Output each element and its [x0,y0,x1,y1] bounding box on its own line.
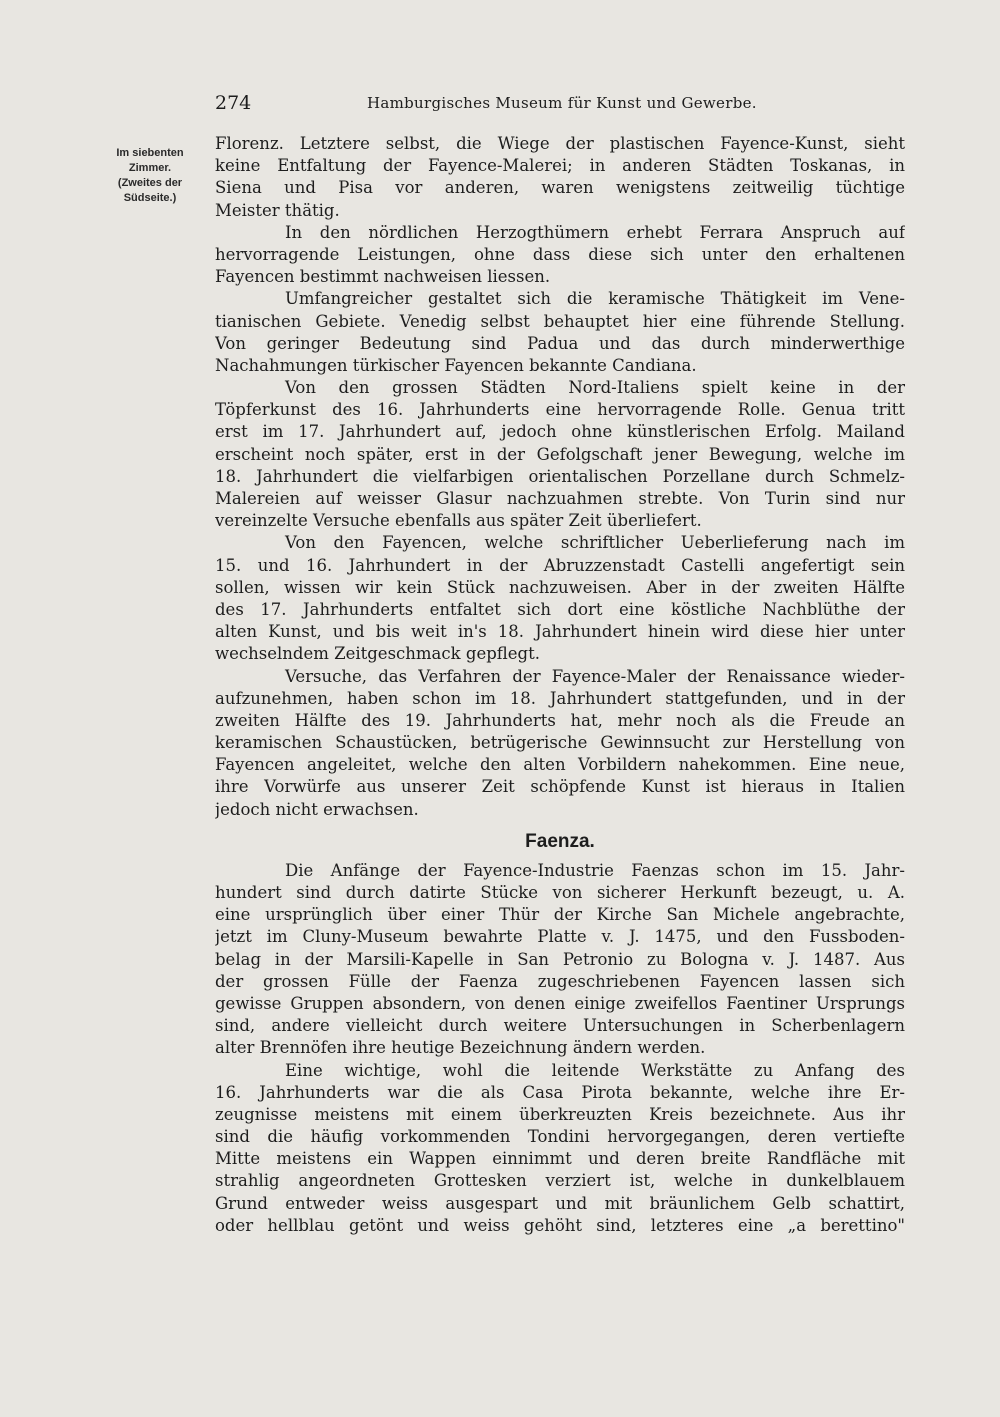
page-header [215,92,905,118]
text-line: In den nördlichen Herzogthümern erhebt Ferrara Anspruch auf [285,222,905,242]
text-line: gewisse Gruppen absondern, von denen einige zweifellos Faentiner Ursprungs [215,993,905,1013]
text-line: Fayencen angeleitet, welche den alten Vorbildern nahekommen. Eine neue, [215,755,905,775]
text-line: jedoch nicht erwachsen. [215,799,419,819]
text-line: keine Entfaltung der Fayence-Malerei; in anderen Städten Toskanas, in [215,156,905,176]
text-line: ihre Vorwürfe aus unserer Zeit schöpfende Kunst ist hieraus in Italien [215,777,905,797]
text-line: Fayencen bestimmt nachweisen liessen. [215,267,551,287]
text-line: zweiten Hälfte des 19. Jahrhunderts hat, mehr noch als die Freude an [215,710,905,730]
text-line: Mitte meistens ein Wappen einnimmt und deren breite Randfläche mit [215,1149,905,1169]
text-line: eine ursprünglich über einer Thür der Kirche San Michele angebrachte, [215,905,905,925]
text-line: sollen, wissen wir kein Stück nachzuweisen. Aber in der zweiten Hälfte [215,577,905,597]
text-line: Die Anfänge der Fayence-Industrie Faenzas schon im 15. Jahr- [285,860,905,880]
text-line: Florenz. Letztere selbst, die Wiege der plastischen Fayence-Kunst, sieht [215,134,905,153]
text-line: tianischen Gebiete. Venedig selbst behauptet hier eine führende Stellung. [215,311,905,331]
page-number: 274 [215,92,252,114]
text-line: oder hellblau getönt und weiss gehöht sind, letzteres eine „a berettino" [215,1215,905,1235]
text-line: Von den grossen Städten Nord-Italiens spielt keine in der [285,378,905,398]
text-block-italy [215,133,905,821]
text-line: Siena und Pisa vor anderen, waren wenigstens zeitweilig tüchtige [215,178,905,198]
text-line: Nachahmungen türkischer Fayencen bekannte Candiana. [215,355,697,375]
text-line: wechselndem Zeitgeschmack gepflegt. [215,644,540,664]
text-line: belag in der Marsili-Kapelle in San Petronio zu Bologna v. J. 1487. Aus [215,949,905,969]
body-text [215,133,905,1237]
text-line: der grossen Fülle der Faenza zugeschriebenen Fayencen lassen sich [215,971,905,991]
text-line: sind, andere vielleicht durch weitere Untersuchungen in Scherbenlagern [215,1016,905,1036]
text-line: 15. und 16. Jahrhundert in der Abruzzenstadt Castelli angefertigt sein [215,555,905,575]
text-line: sind die häufig vorkommenden Tondini hervorgegangen, deren vertiefte [215,1127,905,1147]
text-line: 18. Jahrhundert die vielfarbigen orientalischen Porzellane durch Schmelz- [215,466,905,486]
text-line: strahlig angeordneten Grottesken verziert ist, welche in dunkelblauem [215,1171,905,1191]
text-line: hundert sind durch datirte Stücke von sicherer Herkunft bezeugt, u. A. [215,883,905,902]
text-line: jetzt im Cluny-Museum bewahrte Platte v. J. 1475, und den Fussboden- [215,927,905,947]
margin-note [100,146,200,206]
text-line: Von den Fayencen, welche schriftlicher Ueberlieferung nach im [285,533,905,553]
text-line: zeugnisse meistens mit einem überkreuzten Kreis bezeichnete. Aus ihr [215,1104,905,1124]
text-line: hervorragende Leistungen, ohne dass diese sich unter den erhaltenen [215,244,905,264]
text-line: Malereien auf weisser Glasur nachzuahmen strebte. Von Turin sind nur [215,489,905,508]
text-line: vereinzelte Versuche ebenfalls aus später Zeit überliefert. [215,511,702,531]
text-line: keramischen Schaustücken, betrügerische Gewinnsucht zur Herstellung von [215,733,905,753]
text-line: 16. Jahrhunderts war die als Casa Pirota bekannte, welche ihre Er- [215,1082,905,1102]
text-line: Grund entweder weiss ausgespart und mit bräunlichem Gelb schattirt, [215,1193,905,1213]
text-line: aufzunehmen, haben schon im 18. Jahrhundert stattgefunden, und in der [215,688,905,708]
text-line: Töpferkunst des 16. Jahrhunderts eine hervorragende Rolle. Genua tritt [215,400,905,420]
text-line: erst im 17. Jahrhundert auf, jedoch ohne künstlerischen Erfolg. Mailand [215,422,905,442]
running-title: Hamburgisches Museum für Kunst und Gewerbe. [367,94,757,112]
text-line: Meister thätig. [215,200,340,220]
text-line: des 17. Jahrhunderts entfaltet sich dort eine köstliche Nachblüthe der [215,599,905,619]
margin-note-line: (Zweites der [117,177,183,189]
margin-note-line: Zimmer. [128,162,172,174]
margin-note-line: Südseite.) [123,192,177,204]
text-line: Von geringer Bedeutung sind Padua und das durch minderwerthige [215,333,905,353]
margin-note-line: Im siebenten [116,147,184,159]
text-line: Versuche, das Verfahren der Fayence-Maler der Renaissance wieder- [285,666,905,686]
text-line: alter Brennöfen ihre heutige Bezeichnung ändern werden. [215,1038,706,1058]
text-line: erscheint noch später, erst in der Gefolgschaft jener Bewegung, welche im [215,444,905,464]
text-line: Umfangreicher gestaltet sich die keramische Thätigkeit im Vene- [285,289,905,309]
text-block-faenza [215,860,905,1237]
section-heading: Faenza. [525,830,595,852]
text-line: Eine wichtige, wohl die leitende Werkstätte zu Anfang des [285,1060,905,1080]
text-line: alten Kunst, und bis weit in's 18. Jahrhundert hinein wird diese hier unter [215,622,905,642]
